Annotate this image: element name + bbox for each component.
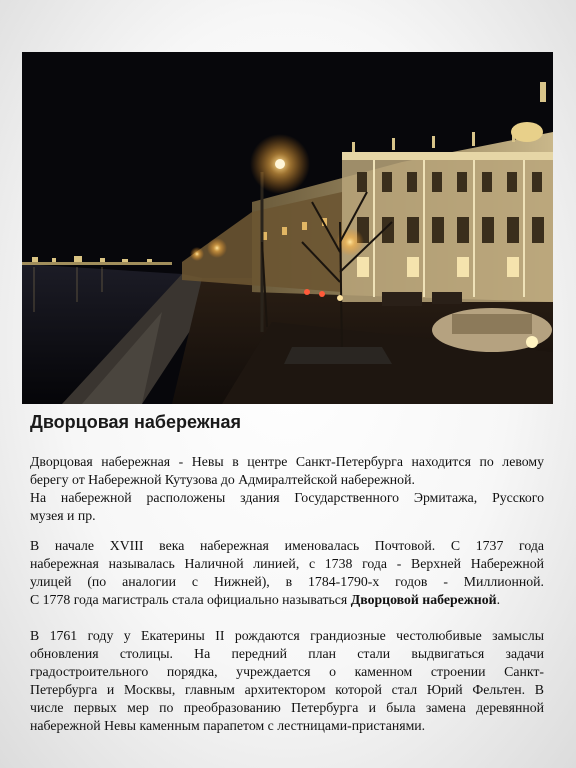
text-fragment: .: [496, 592, 501, 607]
text-line: В начале XVIII века набережная именовалась Почтовой. С 1737 года: [30, 538, 544, 553]
text-line: обновления столицы. На передний план стали выдвигаться задачи: [30, 646, 544, 661]
reform-paragraph: [30, 627, 544, 735]
intro-paragraph: [30, 453, 544, 525]
text-line: [30, 591, 544, 609]
text-line: градостроительного порядка, учреждается о каменном строении Санкт-: [30, 664, 544, 679]
text-line: Дворцовая набережная - Невы в центре Санкт-Петербурга находится по левому: [30, 454, 544, 469]
text-line: На набережной расположены здания Государственного Эрмитажа, Русского: [30, 490, 544, 505]
embankment-night-photo: [22, 52, 553, 404]
text-line: Петербурга и Москвы, главным архитектором которой стал Юрий Фельтен. В: [30, 682, 544, 697]
text-line: берегу от Набережной Кутузова до Адмиралтейской набережной.: [30, 472, 415, 487]
text-line: числе первых мер по преобразованию Петербурга и была замена деревянной: [30, 700, 544, 715]
text-line: набережной Невы каменным парапетом с лестницами-пристанями.: [30, 718, 426, 733]
text-line: музея и пр.: [30, 508, 96, 523]
history-paragraph: [30, 537, 544, 609]
text-line: улицей (по аналогии с Нижней), в 1784-1790-х годов - Миллионной.: [30, 574, 544, 589]
text-line: В 1761 году у Екатерины II рождаются грандиозные честолюбивые замыслы: [30, 628, 544, 643]
emphasized-name: Дворцовой набережной: [350, 592, 497, 607]
page-title: Дворцовая набережная: [30, 412, 241, 432]
text-line: набережная называлась Наличной линией, с 1738 года - Верхней Набережной: [30, 556, 544, 571]
text-fragment: С 1778 года магистраль стала официально называться: [30, 592, 351, 607]
